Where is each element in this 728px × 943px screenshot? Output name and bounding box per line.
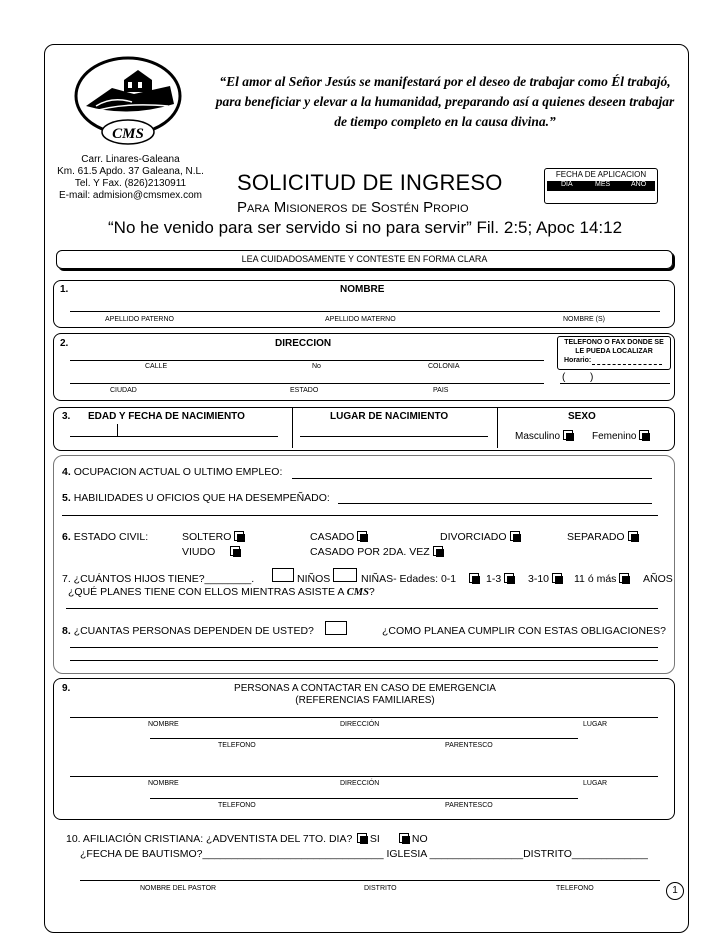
checkbox-icon xyxy=(552,573,562,583)
casado-option[interactable]: CASADO xyxy=(310,531,367,543)
checkbox-icon xyxy=(230,546,240,556)
femenino-option[interactable]: Femenino xyxy=(592,430,649,442)
checkbox-icon xyxy=(433,546,443,556)
checkbox-icon xyxy=(504,573,514,583)
edad-11-option[interactable]: 11 ó más xyxy=(574,573,629,585)
form-subtitle: Para Misioneros de Sostén Propio xyxy=(237,199,469,216)
obligaciones-field[interactable] xyxy=(70,647,658,648)
contacto2-field[interactable] xyxy=(70,776,658,777)
checkbox-icon xyxy=(399,833,409,843)
nombre-heading: NOMBRE xyxy=(340,284,385,295)
separado-option[interactable]: SEPARADO xyxy=(567,531,638,543)
soltero-option[interactable]: SOLTERO xyxy=(182,531,244,543)
calle-field[interactable] xyxy=(70,360,544,361)
checkbox-icon xyxy=(628,531,638,541)
contacto2-telefono-field[interactable] xyxy=(150,798,578,799)
section-general xyxy=(53,455,675,674)
checkbox-icon xyxy=(357,531,367,541)
edad-field[interactable] xyxy=(70,436,278,437)
mission-quote: “El amor al Señor Jesús se manifestará por el deseo de trabajar como Él trabajó, para beneficiar y elevar a la humanidad, preparando así a quienes deseen trabajar de tiempo completo en la causa divina.” xyxy=(215,74,675,129)
pastor-field[interactable] xyxy=(80,880,660,881)
telefono-field[interactable] xyxy=(560,383,670,384)
checkbox-icon xyxy=(563,430,573,440)
edad-1-3-option[interactable]: 1-3 xyxy=(486,573,514,585)
application-date-box[interactable]: FECHA DE APLICACION DIA MES AÑO xyxy=(544,168,658,204)
checkbox-icon xyxy=(234,531,244,541)
checkbox-icon xyxy=(469,573,479,583)
planes-hijos-field[interactable] xyxy=(66,608,658,609)
instructions-banner: LEA CUIDADOSAMENTE Y CONTESTE EN FORMA CLARA xyxy=(56,250,673,269)
institution-address: Carr. Linares-Galeana Km. 61.5 Apdo. 37 Galeana, N.L. Tel. Y Fax. (826)2130911 E-mail: admision@cmsmex.com xyxy=(57,154,204,201)
svg-text:CMS: CMS xyxy=(112,126,144,142)
checkbox-icon xyxy=(619,573,629,583)
ninos-count-box[interactable] xyxy=(272,568,294,582)
direccion-heading: DIRECCION xyxy=(275,338,332,349)
divorciado-option[interactable]: DIVORCIADO xyxy=(440,531,520,543)
habilidades-field-2[interactable] xyxy=(62,515,658,516)
obligaciones-field-2[interactable] xyxy=(70,660,658,661)
lugar-nacimiento-field[interactable] xyxy=(300,436,488,437)
ciudad-field[interactable] xyxy=(70,383,544,384)
adventista-no-option[interactable]: NO xyxy=(396,833,428,845)
ocupacion-field[interactable] xyxy=(292,478,652,479)
nombre-field[interactable] xyxy=(70,311,660,312)
casado-2da-option[interactable]: CASADO POR 2DA. VEZ xyxy=(310,546,443,558)
edad-3-10-option[interactable]: 3-10 xyxy=(528,573,562,585)
ninas-count-box[interactable] xyxy=(333,568,357,582)
masculino-option[interactable]: Masculino xyxy=(515,430,573,442)
bible-verse: “No he venido para ser servido si no para servir” Fil. 2:5; Apoc 14:12 xyxy=(108,218,623,237)
form-title: SOLICITUD DE INGRESO xyxy=(237,170,503,195)
cms-logo xyxy=(72,56,184,148)
dependientes-box[interactable] xyxy=(325,621,347,635)
checkbox-icon xyxy=(510,531,520,541)
page-number: 1 xyxy=(666,882,684,900)
edad-0-1-option[interactable] xyxy=(466,573,479,585)
viudo-option[interactable]: VIUDO xyxy=(182,546,240,558)
checkbox-icon xyxy=(357,833,367,843)
adventista-si-option[interactable]: SI xyxy=(354,833,380,845)
checkbox-icon xyxy=(639,430,649,440)
contacto1-telefono-field[interactable] xyxy=(150,738,578,739)
bautismo-fields[interactable]: ¿FECHA DE BAUTISMO?_______________________________ IGLESIA ________________DISTRITO_____________ xyxy=(80,848,648,860)
contacto1-field[interactable] xyxy=(70,717,658,718)
habilidades-field[interactable] xyxy=(338,503,652,504)
emergencia-heading: PERSONAS A CONTACTAR EN CASO DE EMERGENCIA (REFERENCIAS FAMILIARES) xyxy=(234,683,496,706)
